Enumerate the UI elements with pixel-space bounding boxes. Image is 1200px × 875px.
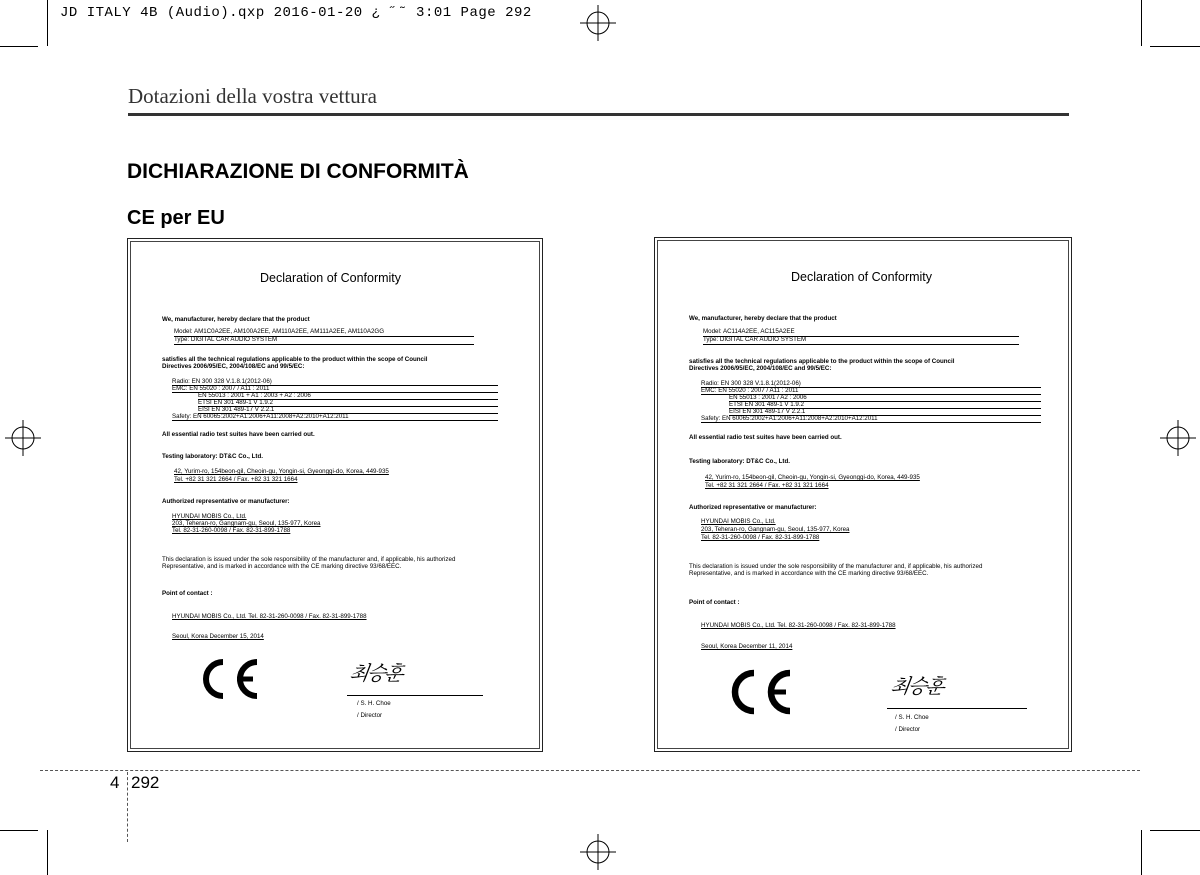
doc-emc-2: EN 55013 : 2001 + A1 : 2003 + A2 : 2006 [198,392,311,399]
footer-divider [127,772,128,842]
crop-mark [1141,830,1142,875]
doc-emc-1: EMC: EN 55020 : 2007 / A11 : 2011 [172,385,270,392]
doc-contact: HYUNDAI MOBIS Co., Ltd. Tel. 82-31-260-0098 / Fax. 82-31-899-1788 [701,622,896,629]
doc-role: / Director [357,712,383,719]
crop-mark [1150,46,1200,47]
doc-responsibility-2: Representative, and is marked in accordance with the CE marking directive 93/68/EEC. [162,563,402,570]
doc-tests: All essential radio test suites have been carried out. [689,434,842,441]
doc-lab-tel: Tel. +82 31 321 2664 / Fax. +82 31 321 1664 [705,482,829,489]
crop-mark [0,830,38,831]
crop-mark [47,830,48,875]
doc-lab-tel: Tel. +82 31 321 2664 / Fax. +82 31 321 1664 [174,476,298,483]
footer-rule [40,770,1140,771]
print-slug: JD ITALY 4B (Audio).qxp 2016-01-20 ¿ ˝˜ 3:01 Page 292 [60,5,532,21]
running-header: Dotazioni della vostra vettura [128,84,377,108]
doc-satisfies-1: satisfies all the technical regulations applicable to the product within the scope of Council [162,356,428,363]
doc-model: Model: AM1C0A2EE, AM100A2EE, AM110A2EE, AM111A2EE, AM110A2GG [174,328,385,335]
registration-mark-icon [580,834,616,870]
doc-lab-address: 42, Yurim-ro, 154beon-gil, Cheoin-gu, Yongin-si, Gyeonggi-do, Korea, 449-935 [705,474,920,481]
doc-lab-label: Testing laboratory: DT&C Co., Ltd. [689,458,790,465]
doc-place-date: Seoul, Korea December 15, 2014 [172,633,264,640]
doc-emc-4: EISI EN 301 489-17 V 2.2.1 [198,406,275,413]
doc-contact-label: Point of contact : [162,590,213,597]
doc-radio: Radio: EN 300 328 V.1.8.1(2012-06) [701,380,801,387]
doc-radio: Radio: EN 300 328 V.1.8.1(2012-06) [172,378,272,385]
doc-rep-label: Authorized representative or manufacturer: [689,504,817,511]
doc-contact: HYUNDAI MOBIS Co., Ltd. Tel. 82-31-260-0098 / Fax. 82-31-899-1788 [172,613,367,620]
underline [701,422,1041,423]
doc-intro: We, manufacturer, hereby declare that the product [689,315,837,322]
signature: 최승훈 [889,674,945,698]
signature-line [347,695,483,696]
registration-mark-icon [1160,420,1196,456]
crop-mark [47,0,48,46]
doc-rep-label: Authorized representative or manufacturer: [162,498,290,505]
doc-rep-name: HYUNDAI MOBIS Co., Ltd. [172,513,247,520]
doc-emc-3: ETSI EN 301 489-1 V 1.9.2 [729,401,804,408]
header-rule [128,113,1069,116]
doc-signer: / S. H. Choe [895,714,929,721]
doc-safety: Safety: EN 60065:2002+A1:2006+A11:2008+A2:2010+A12:2011 [701,415,878,422]
section-title: CE per EU [127,207,225,229]
doc-place-date: Seoul, Korea December 11, 2014 [701,643,793,650]
declaration-document-left [127,238,543,752]
crop-mark [1150,830,1200,831]
registration-mark-icon [5,420,41,456]
doc-rep-tel: Tel. 82-31-260-0098 / Fax. 82-31-899-1788 [172,527,291,534]
doc-responsibility-2: Representative, and is marked in accordance with the CE marking directive 93/68/EEC. [689,570,929,577]
crop-mark [0,46,38,47]
doc-rep-name: HYUNDAI MOBIS Co., Ltd. [701,518,776,525]
ce-mark-icon [725,668,795,716]
doc-rep-tel: Tel. 82-31-260-0098 / Fax. 82-31-899-1788 [701,534,820,541]
doc-emc-2: EN 55013 : 2001 / A2 : 2006 [729,394,807,401]
signature: 최승훈 [348,661,404,685]
doc-type: Type: DIGITAL CAR AUDIO SYSTEM [174,336,278,343]
doc-emc-1: EMC: EN 55020 : 2007 / A11 : 2011 [701,387,799,394]
doc-contact-label: Point of contact : [689,599,740,606]
doc-satisfies-2: Directives 2006/95/EC, 2004/108/EC and 99/5/EC: [162,363,305,370]
page-number: 292 [131,773,160,792]
doc-role: / Director [895,726,921,733]
doc-satisfies-1: satisfies all the technical regulations applicable to the product within the scope of Council [689,358,955,365]
doc-rep-address: 203, Teheran-ro, Gangnam-gu, Seoul, 135-977, Korea [172,520,321,527]
doc-emc-4: EISI EN 301 489-17 V 2.2.1 [729,408,806,415]
doc-satisfies-2: Directives 2006/95/EC, 2004/108/EC and 99/5/EC: [689,365,832,372]
doc-emc-3: ETSI EN 301 489-1 V 1.9.2 [198,399,273,406]
underline [703,344,1019,345]
doc-safety: Safety: EN 60065:2002+A1:2006+A11:2008+A2:2010+A12:2011 [172,413,349,420]
doc-rep-address: 203, Teheran-ro, Gangnam-gu, Seoul, 135-977, Korea [701,526,850,533]
doc-type: Type: DIGITAL CAR AUDIO SYSTEM [703,336,807,343]
page-title: DICHIARAZIONE DI CONFORMITÀ [127,160,469,183]
declaration-document-right [654,237,1072,752]
doc-title: Declaration of Conformity [791,270,933,284]
doc-title: Declaration of Conformity [260,271,402,285]
underline [174,344,474,345]
doc-lab-address: 42, Yurim-ro, 154beon-gil, Cheoin-gu, Yongin-si, Gyeonggi-do, Korea, 449-935 [174,468,389,475]
doc-intro: We, manufacturer, hereby declare that the product [162,316,310,323]
doc-model: Model: AC114A2EE, AC115A2EE [703,328,795,335]
doc-responsibility-1: This declaration is issued under the sole responsibility of the manufacturer and, if applicable, his authorized [689,563,983,570]
chapter-number: 4 [110,773,120,792]
signature-line [887,708,1027,709]
ce-mark-icon [196,657,262,701]
crop-mark [1141,0,1142,46]
underline [172,420,498,421]
doc-lab-label: Testing laboratory: DT&C Co., Ltd. [162,453,263,460]
registration-mark-icon [580,5,616,41]
doc-tests: All essential radio test suites have been carried out. [162,431,315,438]
doc-responsibility-1: This declaration is issued under the sole responsibility of the manufacturer and, if applicable, his authorized [162,556,456,563]
doc-signer: / S. H. Choe [357,700,391,707]
